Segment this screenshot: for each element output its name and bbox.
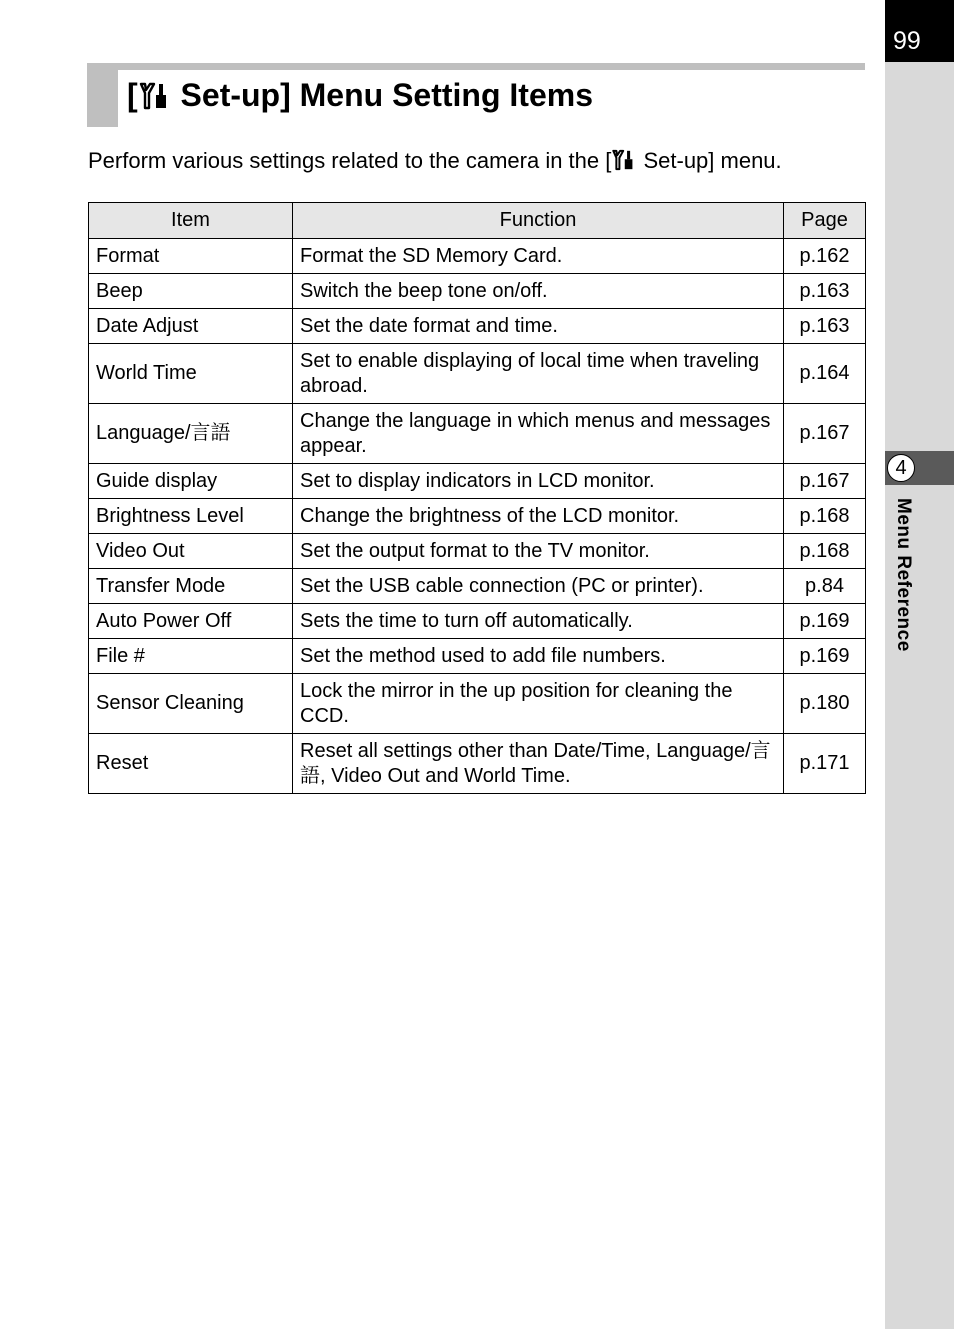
function-cell: Set to enable displaying of local time when traveling abroad. (293, 344, 784, 404)
intro-before: Perform various settings related to the camera in the [ (88, 148, 612, 173)
right-sidebar (885, 0, 954, 1329)
intro-after: Set-up] menu. (637, 148, 782, 173)
function-cell: Lock the mirror in the up position for cleaning the CCD. (293, 674, 784, 734)
item-cell: Transfer Mode (89, 569, 293, 604)
intro-text (88, 147, 782, 175)
function-cell: Switch the beep tone on/off. (293, 274, 784, 309)
page-cell: p.168 (784, 534, 866, 569)
item-cell: Guide display (89, 464, 293, 499)
table-header-row (89, 203, 866, 239)
item-cell: World Time (89, 344, 293, 404)
title-rule (118, 63, 865, 70)
table-row (89, 569, 866, 604)
page-cell: p.168 (784, 499, 866, 534)
table-row (89, 239, 866, 274)
title-prefix: [ (127, 77, 138, 113)
table-row (89, 274, 866, 309)
page-cell: p.169 (784, 604, 866, 639)
page-cell: p.84 (784, 569, 866, 604)
wrench-setup-icon (138, 82, 172, 110)
function-cell: Set the method used to add file numbers. (293, 639, 784, 674)
table-row (89, 734, 866, 794)
page-cell: p.167 (784, 404, 866, 464)
header-function: Function (293, 203, 784, 239)
item-cell: Brightness Level (89, 499, 293, 534)
item-cell: File # (89, 639, 293, 674)
item-cell: Sensor Cleaning (89, 674, 293, 734)
function-cell: Sets the time to turn off automatically. (293, 604, 784, 639)
page-cell: p.163 (784, 274, 866, 309)
table-row (89, 404, 866, 464)
page-number: 99 (893, 27, 921, 55)
item-cell: Reset (89, 734, 293, 794)
page-cell: p.164 (784, 344, 866, 404)
function-cell: Set to display indicators in LCD monitor. (293, 464, 784, 499)
page-cell: p.169 (784, 639, 866, 674)
table-row (89, 499, 866, 534)
function-cell: Set the date format and time. (293, 309, 784, 344)
table-row (89, 604, 866, 639)
settings-table (88, 202, 866, 794)
header-page: Page (784, 203, 866, 239)
page-title (127, 75, 593, 115)
title-gray-bar (87, 63, 118, 127)
function-cell: Set the USB cable connection (PC or printer). (293, 569, 784, 604)
function-cell: Set the output format to the TV monitor. (293, 534, 784, 569)
item-cell: Video Out (89, 534, 293, 569)
table-row (89, 344, 866, 404)
page-cell: p.167 (784, 464, 866, 499)
function-cell: Change the language in which menus and messages appear. (293, 404, 784, 464)
function-cell: Format the SD Memory Card. (293, 239, 784, 274)
table-row (89, 309, 866, 344)
title-block (87, 63, 865, 127)
page-cell: p.162 (784, 239, 866, 274)
chapter-label: Menu Reference (893, 498, 914, 652)
table-row (89, 639, 866, 674)
wrench-setup-icon (611, 149, 637, 171)
chapter-number: 4 (887, 454, 915, 482)
item-cell: Auto Power Off (89, 604, 293, 639)
page-cell: p.163 (784, 309, 866, 344)
page-cell: p.180 (784, 674, 866, 734)
table-row (89, 534, 866, 569)
title-text: Set-up] Menu Setting Items (171, 77, 593, 113)
header-item: Item (89, 203, 293, 239)
item-cell: Language/言語 (89, 404, 293, 464)
item-cell: Date Adjust (89, 309, 293, 344)
item-cell: Format (89, 239, 293, 274)
table-row (89, 464, 866, 499)
function-cell: Change the brightness of the LCD monitor. (293, 499, 784, 534)
function-cell: Reset all settings other than Date/Time, Language/言語, Video Out and World Time. (293, 734, 784, 794)
page-cell: p.171 (784, 734, 866, 794)
item-cell: Beep (89, 274, 293, 309)
table-row (89, 674, 866, 734)
